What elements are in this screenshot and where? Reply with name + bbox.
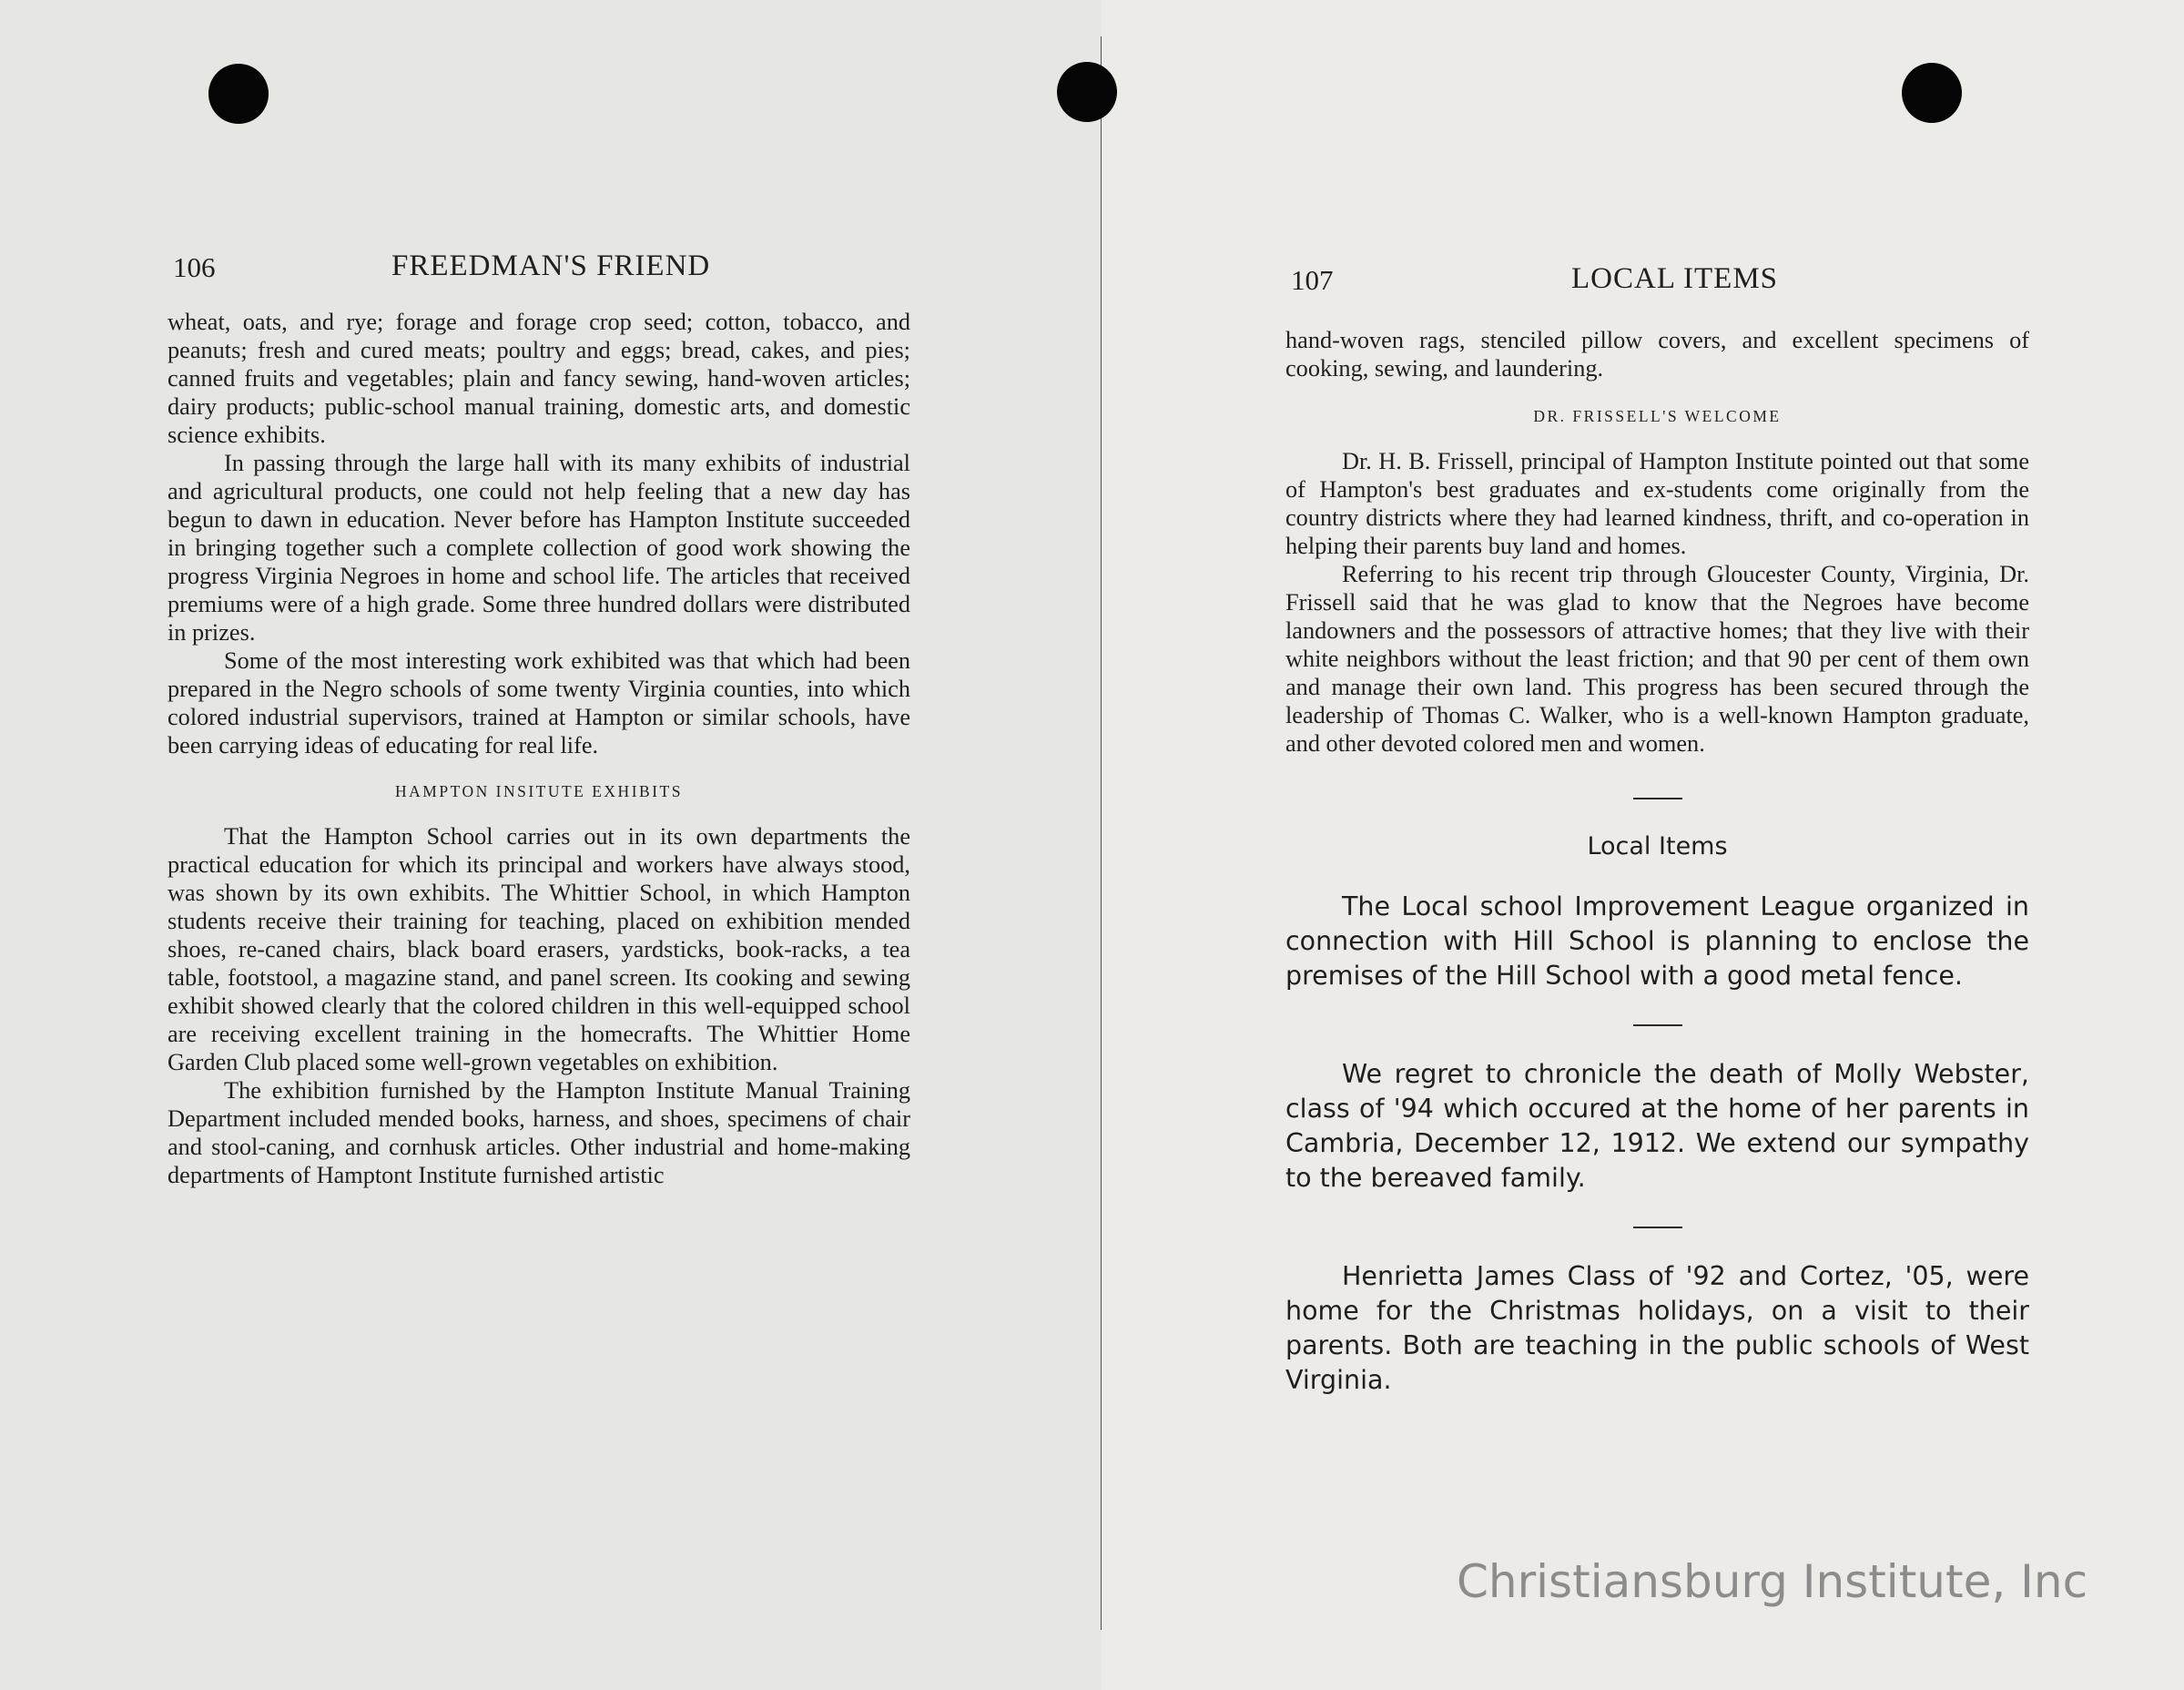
running-header-right: LOCAL ITEMS [1571, 262, 1779, 295]
punch-hole [1902, 63, 1962, 123]
divider-rule [1633, 1227, 1682, 1228]
right-text-column [1285, 326, 2029, 1398]
punch-hole [1057, 62, 1117, 122]
punch-hole [208, 64, 269, 124]
local-item-text: We regret to chronicle the death of Molly Webster, class of '94 which occured at the home of her parents in Cambria, December 12, 1912. We extend our sympathy to the bereaved family. [1285, 1059, 2029, 1193]
running-header-left: FREEDMAN'S FRIEND [391, 249, 711, 282]
local-items-title: Local Items [1587, 832, 1728, 860]
left-text-column [168, 308, 910, 1189]
divider-rule [1633, 798, 1682, 799]
section-subheading: DR. FRISSELL'S WELCOME [1533, 407, 1782, 425]
paragraph: In passing through the large hall with its many exhibits of industrial and agricultural products, one could not help feeling that a new day has begun to dawn in education. Never before has Hampton Institute succeeded in bringing together such a complete collection of good work showing the progress Virginia Negroes in home and school life. The articles that received premiums were of a high grade. Some three hundred dollars were distributed in prizes. [168, 450, 910, 646]
local-item [1285, 1259, 2029, 1398]
watermark-text: Christiansburg Institute, Inc [1457, 1555, 2088, 1608]
page-number-right: 107 [1291, 264, 1334, 296]
section-subheading: HAMPTON INSITUTE EXHIBITS [395, 782, 683, 800]
paragraph: Some of the most interesting work exhibited was that which had been prepared in the Negro schools of some twenty Virginia counties, into which colored industrial supervisors, trained at Hampton or similar schools, have been carrying ideas of educating for real life. [168, 647, 910, 758]
local-item-text: The Local school Improvement League organized in connection with Hill School is planning to enclose the premises of the Hill School with a good metal fence. [1285, 891, 2029, 991]
paragraph: wheat, oats, and rye; forage and forage crop seed; cotton, tobacco, and peanuts; fresh and cured meats; poultry and eggs; bread, cakes, and pies; canned fruits and vegetables; plain and fancy sewing, hand-woven articles; dairy products; public-school manual training, domestic arts, and domestic science exhibits. [168, 309, 910, 448]
paragraph: That the Hampton School carries out in its own departments the practical education for which its principal and workers have always stood, was shown by its own exhibits. The Whittier School, in which Hampton students receive their training for teaching, placed on exhibition mended shoes, re-caned chairs, black board erasers, yardsticks, book-racks, a tea table, footstool, a magazine stand, and panel screen. Its cooking and sewing exhibit showed clearly that the colored children in this well-equipped school are receiving excellent training in the homecrafts. The Whittier Home Garden Club placed some well-grown vegetables on exhibition. [168, 823, 910, 1075]
paragraph: The exhibition furnished by the Hampton Institute Manual Training Department included mended books, harness, and shoes, specimens of chair and stool-caning, and cornhusk articles. Other industrial and home-making departments of Hamptont Institute furnished artistic [168, 1077, 910, 1188]
local-item [1285, 1057, 2029, 1196]
paragraph: Dr. H. B. Frissell, principal of Hampton Institute pointed out that some of Hampton's best graduates and ex-students come originally from the country districts where they had learned kindness, thrift, and co-operation in helping their parents buy land and homes. [1285, 448, 2029, 559]
paragraph: hand-woven rags, stenciled pillow covers, and excellent specimens of cooking, sewing, and laundering. [1285, 327, 2029, 382]
divider-rule [1633, 1024, 1682, 1026]
page-number-left: 106 [173, 251, 216, 283]
paragraph: Referring to his recent trip through Gloucester County, Virginia, Dr. Frissell said that he was glad to know that the Negroes have become landowners and the possessors of attractive homes; that they live with their white neighbors without the least friction; and that 90 per cent of them own and manage their own land. This progress has been secured through the leadership of Thomas C. Walker, who is a well-known Hampton graduate, and other devoted colored men and women. [1285, 561, 2029, 757]
local-item [1285, 890, 2029, 993]
local-item-text: Henrietta James Class of '92 and Cortez, '05, were home for the Christmas holidays, on a visit to their parents. Both are teaching in the public schools of West Virginia. [1285, 1261, 2029, 1395]
